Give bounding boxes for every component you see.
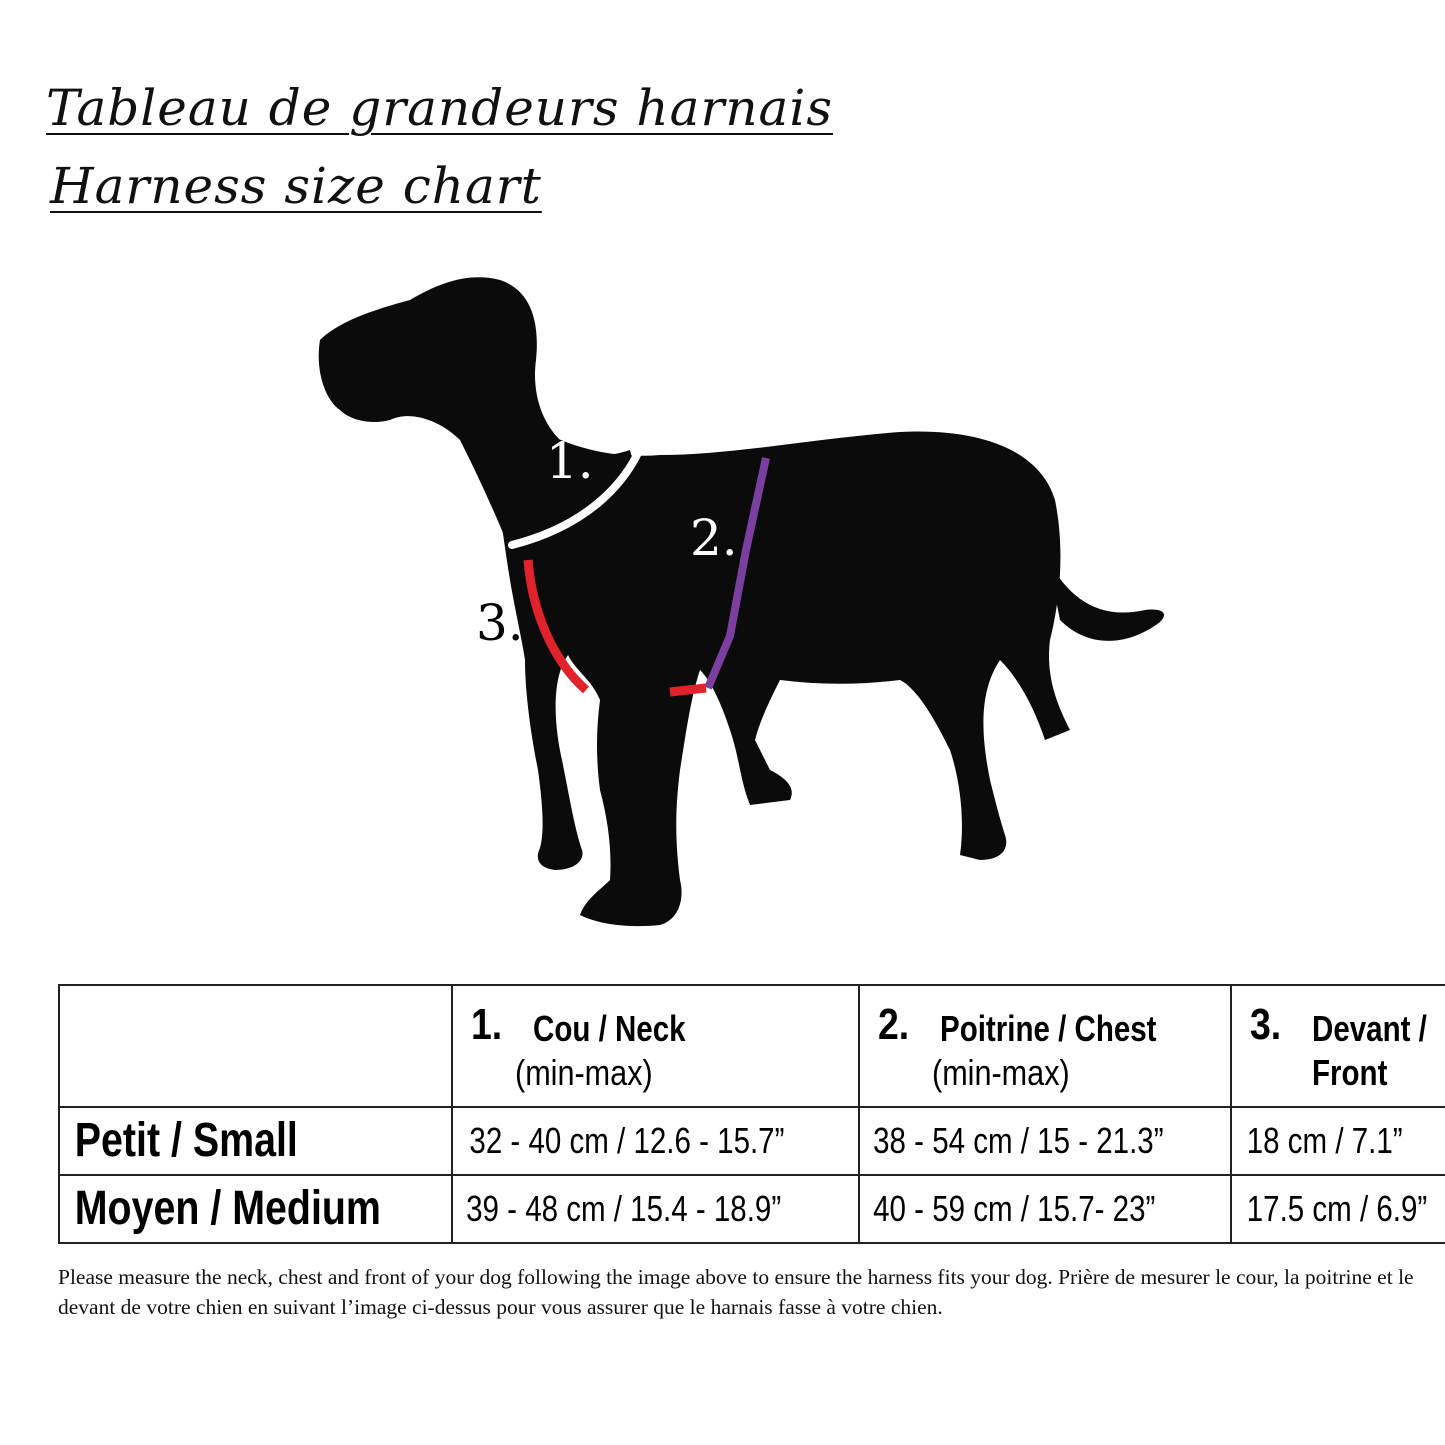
header-chest [859, 985, 1231, 1107]
table-header-row [59, 985, 1445, 1107]
dog-illustration [300, 260, 1180, 960]
header-neck-name: Cou / Neck [533, 1008, 686, 1049]
title-french: Tableau de grandeurs harnais [46, 79, 834, 137]
header-empty-cell [59, 985, 452, 1107]
cell-medium-front: 17.5 cm / 6.9” [1231, 1175, 1445, 1243]
marker-label-3: 3. [476, 594, 524, 652]
dog-measurement-figure [300, 260, 1180, 960]
cell-small-chest: 38 - 54 cm / 15 - 21.3” [859, 1107, 1231, 1175]
dog-silhouette [319, 277, 1164, 926]
header-chest-sub: (min-max) [931, 1052, 1070, 1093]
title-english: Harness size chart [50, 157, 542, 215]
cell-medium-chest: 40 - 59 cm / 15.7- 23” [859, 1175, 1231, 1243]
marker-label-2: 2. [690, 509, 738, 567]
cell-small-neck: 32 - 40 cm / 12.6 - 15.7” [452, 1107, 858, 1175]
header-front-number: 3. [1249, 1000, 1281, 1049]
cell-medium-neck: 39 - 48 cm / 15.4 - 18.9” [452, 1175, 858, 1243]
header-neck [452, 985, 858, 1107]
front-marker-line-bottom [670, 688, 706, 692]
header-neck-sub: (min-max) [515, 1052, 654, 1093]
header-chest-name: Poitrine / Chest [939, 1008, 1157, 1049]
size-table [58, 984, 1445, 1244]
row-label-medium: Moyen / Medium [59, 1175, 452, 1243]
measurement-note: Please measure the neck, chest and front of your dog following the image above to ensure the harness fits your dog. Prière de mesurer le cour, la poitrine et le devant de votre chien en suivant l’image ci-dessus pour vous assurer que le harnais fasse à votre chien. [58, 1265, 1414, 1319]
header-neck-number: 1. [471, 1000, 503, 1049]
cell-small-front: 18 cm / 7.1” [1231, 1107, 1445, 1175]
header-front-sub: Front [1311, 1052, 1388, 1093]
table-row [59, 1107, 1445, 1175]
header-front [1231, 985, 1445, 1107]
row-label-small: Petit / Small [59, 1107, 452, 1175]
table-row [59, 1175, 1445, 1243]
header-front-name: Devant / [1311, 1008, 1427, 1049]
header-chest-number: 2. [877, 1000, 909, 1049]
marker-label-1: 1. [546, 432, 594, 490]
